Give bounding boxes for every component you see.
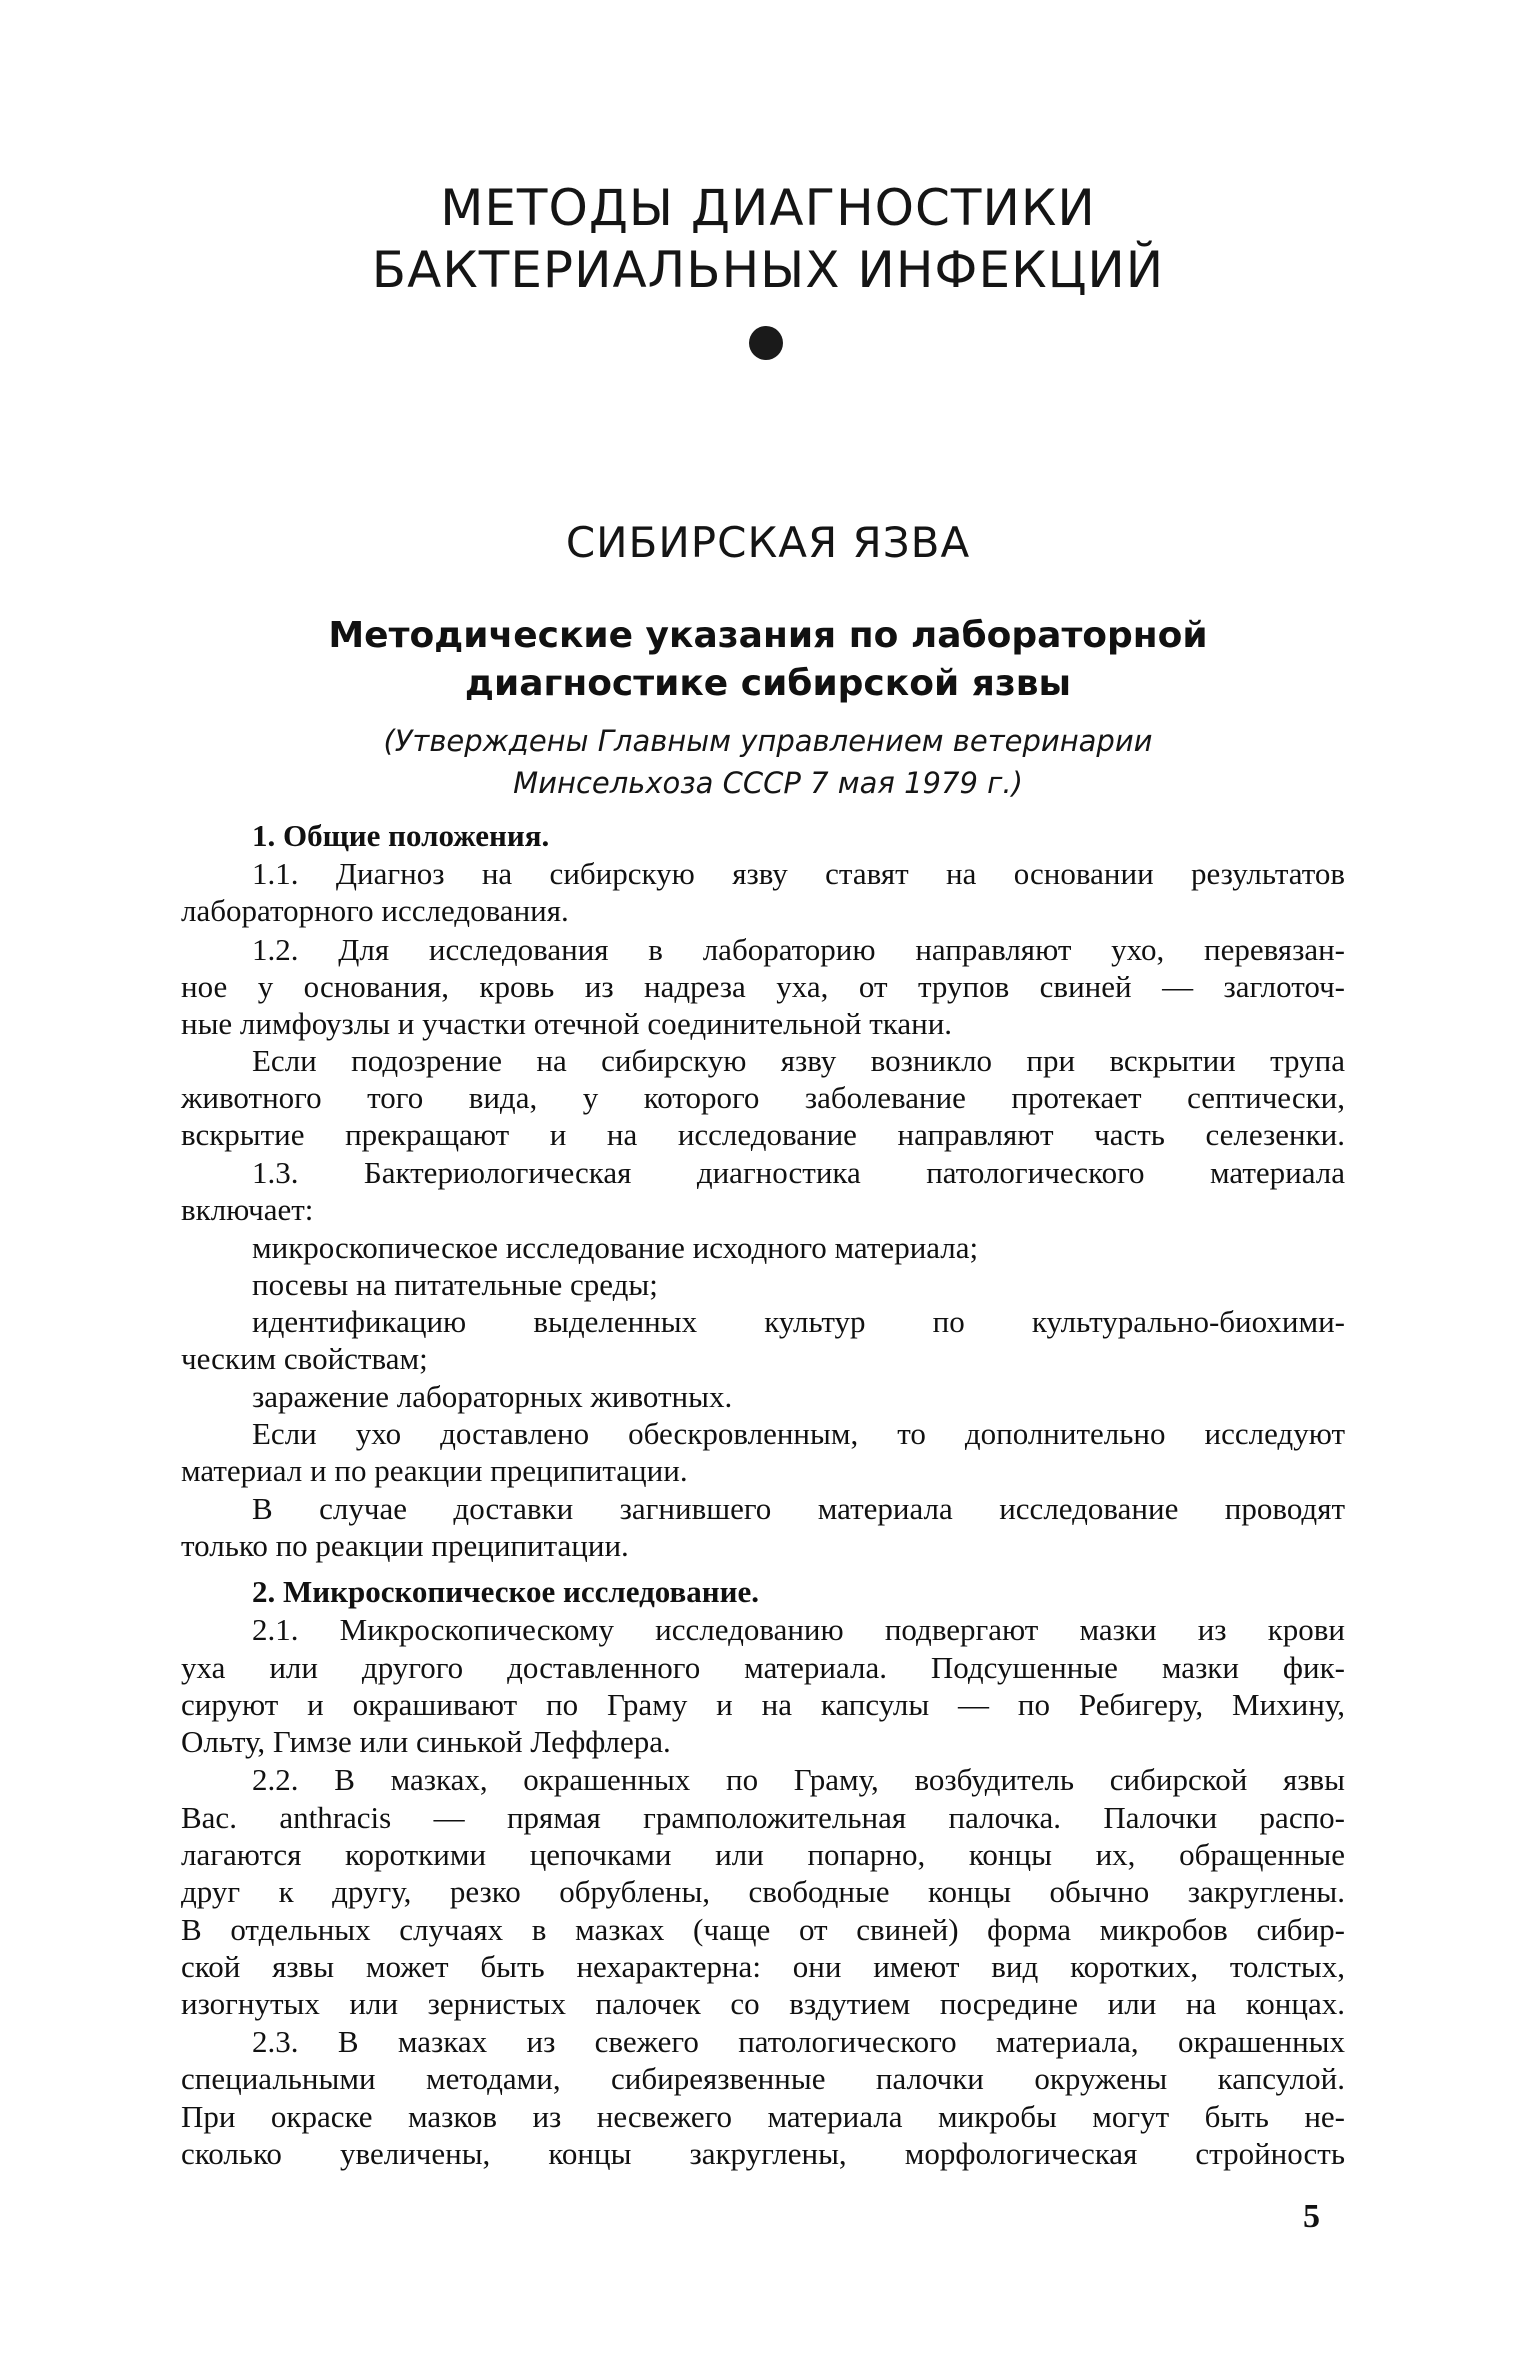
text-line: Ольту, Гимзе или синькой Леффлера.	[181, 1724, 671, 1759]
list-item: посевы на питательные среды;	[252, 1267, 658, 1302]
heading-microscopic-study: 2. Микроскопическое исследование.	[252, 1574, 760, 1609]
subtitle-line-1: Методические указания по лабораторной	[328, 615, 1208, 656]
list-item: микроскопическое исследование исходного материала;	[252, 1230, 979, 1265]
page-number: 5	[1303, 2198, 1320, 2235]
text-line: Если ухо доставлено обескровленным, то дополнительно исследуют	[252, 1416, 1345, 1451]
section-title: СИБИРСКАЯ ЯЗВА	[565, 518, 971, 567]
text-line: 2.3. В мазках из свежего патологического материала, окрашенных	[252, 2024, 1345, 2059]
text-line: включает:	[181, 1192, 314, 1227]
text-line: только по реакции преципитации.	[181, 1528, 629, 1563]
approval-line-1: (Утверждены Главным управлением ветеринарии	[383, 724, 1153, 758]
text-line: При окраске мазков из несвежего материала микробы могут быть не-	[181, 2099, 1345, 2134]
text-line: 2.1. Микроскопическому исследованию подвергают мазки из крови	[252, 1612, 1345, 1647]
text-line: материал и по реакции преципитации.	[181, 1453, 688, 1488]
heading-general-provisions: 1. Общие положения.	[252, 818, 550, 853]
bullet-ornament-icon	[749, 326, 783, 360]
subtitle-line-2: диагностике сибирской язвы	[464, 663, 1072, 704]
chapter-title-line-2: БАКТЕРИАЛЬНЫХ ИНФЕКЦИЙ	[371, 241, 1165, 299]
text-line: Bac. anthracis — прямая грамположительная палочка. Палочки распо-	[181, 1800, 1345, 1835]
text-line: ное у основания, кровь из надреза уха, от трупов свиней — заглоточ-	[181, 969, 1345, 1004]
text-line: ческим свойствам;	[181, 1341, 428, 1376]
text-line: сколько увеличены, концы закруглены, морфологическая стройность	[181, 2136, 1345, 2171]
text-line: ской язвы может быть нехарактерна: они имеют вид коротких, толстых,	[181, 1949, 1345, 1984]
approval-line-2: Минсельхоза СССР 7 мая 1979 г.)	[513, 766, 1023, 800]
text-line: специальными методами, сибиреязвенные палочки окружены капсулой.	[181, 2061, 1345, 2096]
text-line: животного того вида, у которого заболевание протекает септически,	[181, 1080, 1345, 1115]
text-line: друг к другу, резко обрублены, свободные концы обычно закруглены.	[181, 1874, 1345, 1909]
chapter-title-line-1: МЕТОДЫ ДИАГНОСТИКИ	[440, 179, 1096, 237]
text-line: В случае доставки загнившего материала исследование проводят	[252, 1491, 1345, 1526]
text-line: сируют и окрашивают по Граму и на капсулы — по Ребигеру, Михину,	[181, 1687, 1345, 1722]
text-line: 1.3. Бактериологическая диагностика патологического материала	[252, 1155, 1345, 1190]
list-item: заражение лабораторных животных.	[252, 1379, 733, 1414]
text-line: уха или другого доставленного материала. Подсушенные мазки фик-	[181, 1650, 1345, 1685]
text-line: В отдельных случаях в мазках (чаще от свиней) форма микробов сибир-	[181, 1912, 1345, 1947]
text-line: лабораторного исследования.	[181, 893, 569, 928]
text-line: лагаются короткими цепочками или попарно, концы их, обращенные	[181, 1837, 1345, 1872]
text-line: изогнутых или зернистых палочек со вздутием посредине или на концах.	[181, 1986, 1345, 2021]
text-line: 1.1. Диагноз на сибирскую язву ставят на основании результатов	[252, 856, 1345, 891]
text-line: 2.2. В мазках, окрашенных по Граму, возбудитель сибирской язвы	[252, 1762, 1345, 1797]
text-line: Если подозрение на сибирскую язву возникло при вскрытии трупа	[252, 1043, 1345, 1078]
text-line: вскрытие прекращают и на исследование направляют часть селезенки.	[181, 1117, 1345, 1152]
text-line: ные лимфоузлы и участки отечной соединительной ткани.	[181, 1006, 953, 1041]
text-line: 1.2. Для исследования в лабораторию направляют ухо, перевязан-	[252, 932, 1345, 967]
list-item: идентификацию выделенных культур по культурально-биохими-	[252, 1304, 1345, 1339]
